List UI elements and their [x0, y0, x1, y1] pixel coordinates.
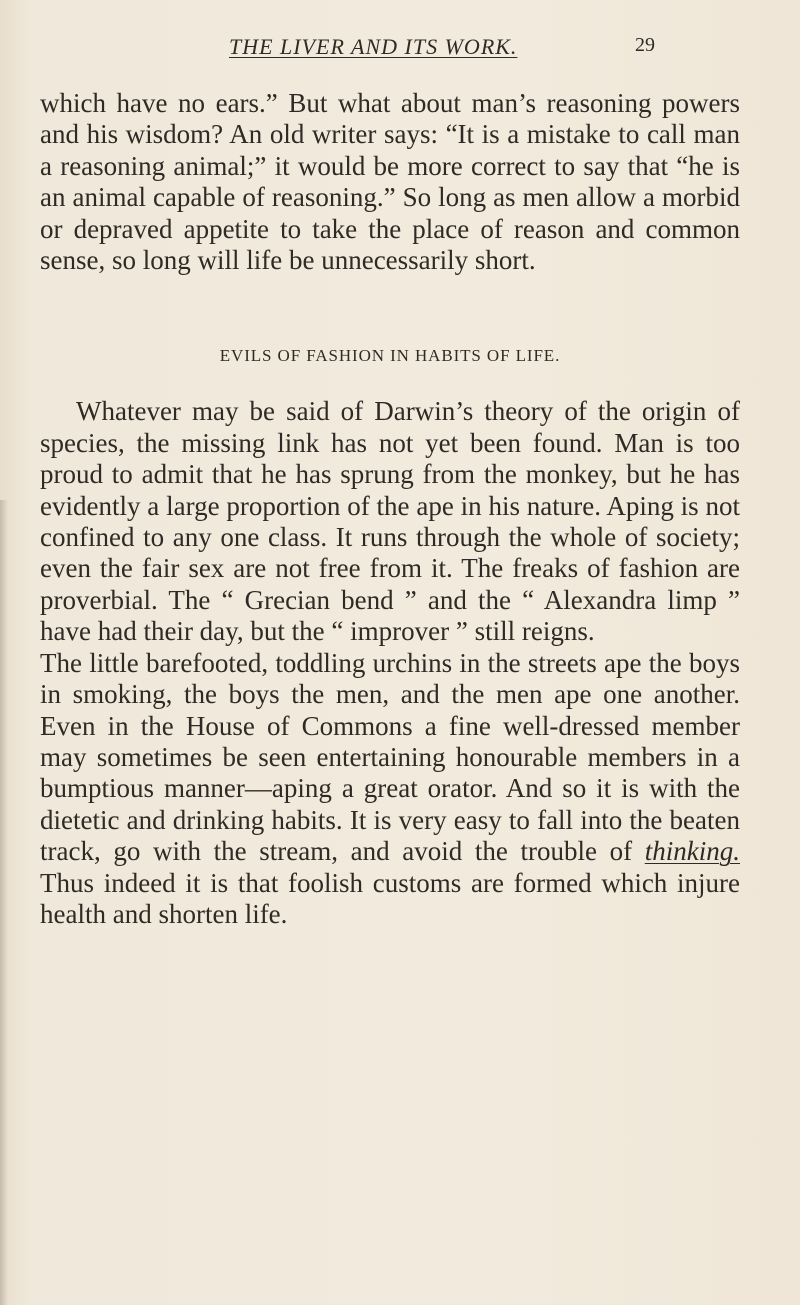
page-header	[0, 34, 800, 64]
paragraph-3	[40, 648, 740, 931]
paragraph-1: which have no ears.” But what about man’s reasoning powers and his wisdom? An old writer says: “It is a mistake to call man a reasoning animal;” it would be more correct to say that “he is an animal capable of reasoning.” So long as men allow a morbid or depraved appetite to take the place of reason and common sense, so long will life be unnecessarily short.	[40, 88, 740, 276]
page-gutter-shadow	[0, 500, 8, 1305]
paragraph-3-emphasis: thinking.	[644, 836, 740, 867]
paragraph-2: Whatever may be said of Darwin’s theory of the origin of species, the missing link has not yet been found. Man is too proud to admit that he has sprung from the monkey, but he has evidently a large proportion of the ape in his nature. Aping is not confined to any one class. It runs through the whole of society; even the fair sex are not free from it. The freaks of fashion are proverbial. The “ Grecian bend ” and the “ Alexandra limp ” have had their day, but the “ improver ” still reigns.	[40, 396, 740, 647]
page-content	[40, 88, 740, 930]
paragraph-3-text-after-emphasis: Thus indeed it is that foolish customs are formed which injure health and shorten life.	[40, 867, 740, 929]
page-number: 29	[635, 34, 655, 56]
paragraph-3-text-before-emphasis: The little barefooted, toddling urchins in the streets ape the boys in smoking, the boys the men, and the men ape one another. Even in the House of Commons a fine well-dressed member may sometimes be seen entertaining honourable members in a bumptious manner—aping a great orator. And so it is with the dietetic and drinking habits. It is very easy to fall into the beaten track, go with the stream, and avoid the trouble of	[40, 647, 740, 867]
section-heading: EVILS OF FASHION IN HABITS OF LIFE.	[219, 346, 561, 366]
running-head: THE LIVER AND ITS WORK.	[229, 34, 518, 59]
